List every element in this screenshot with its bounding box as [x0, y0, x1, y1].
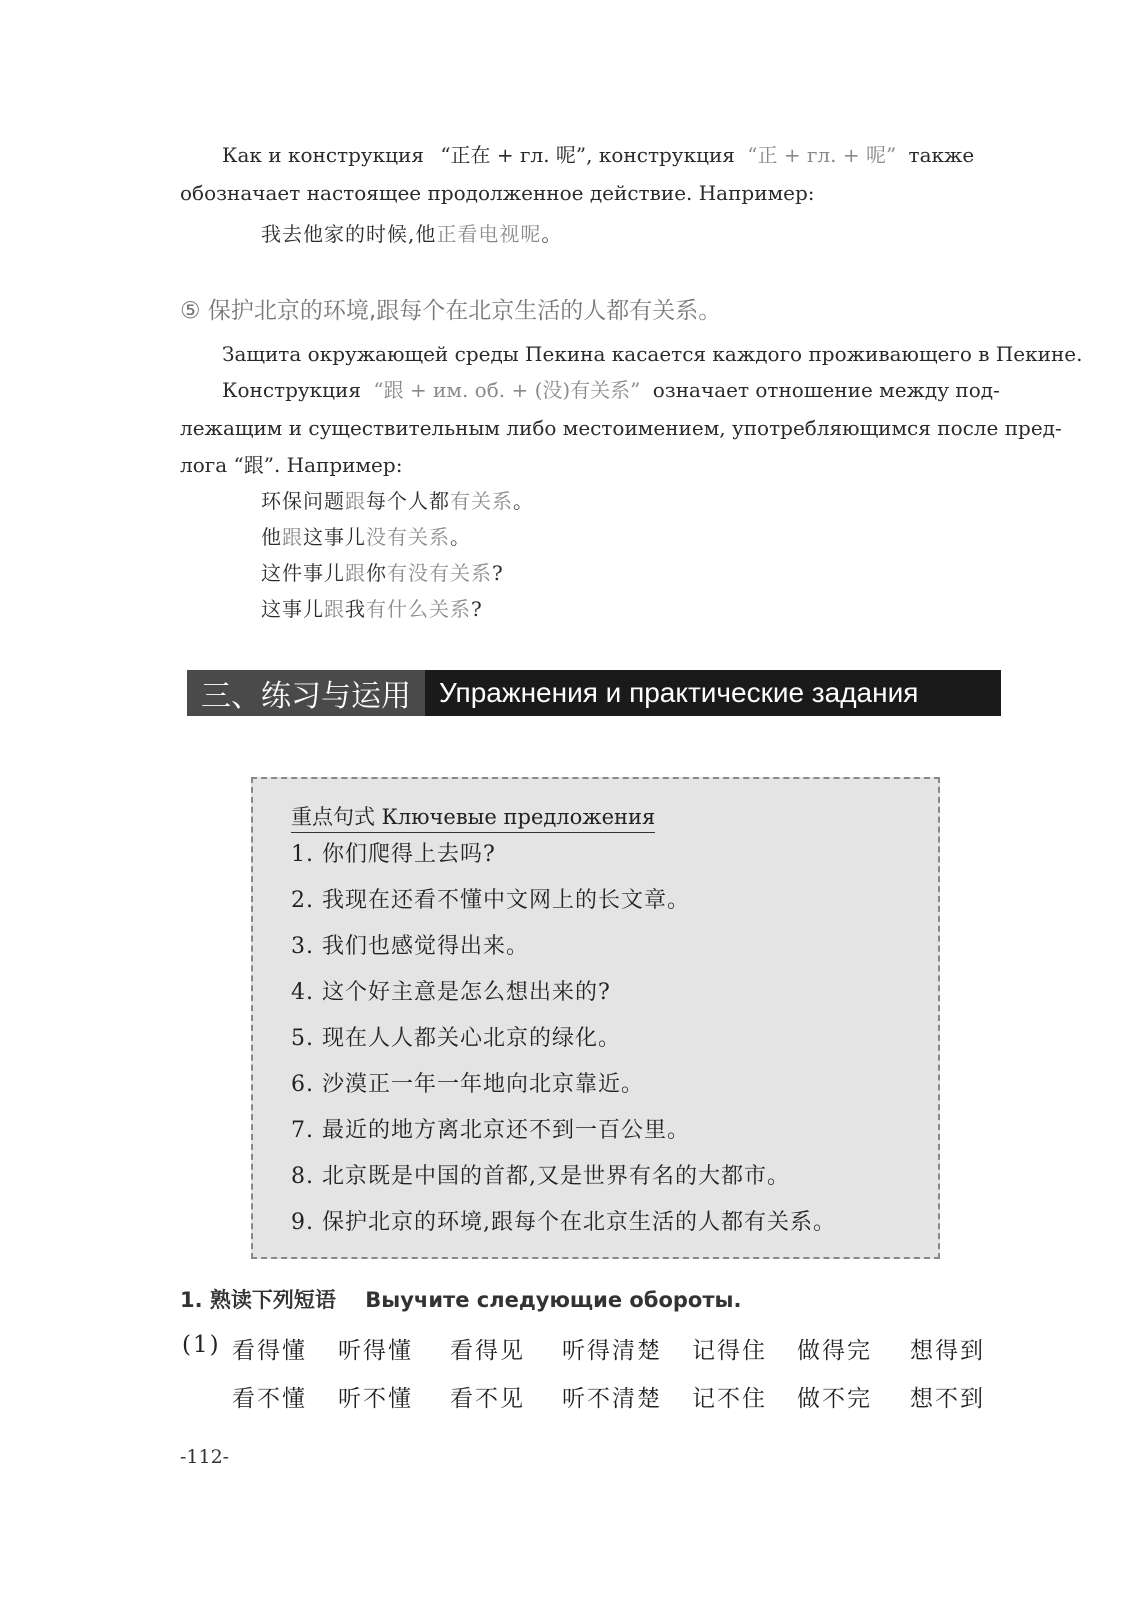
- example-part: 我去他家的时候,他: [261, 222, 437, 246]
- intro-line-2: обозначает настоящее продолженное действие. Например:: [180, 181, 815, 205]
- key-sentence: 4. 这个好主意是怎么想出来的?: [291, 980, 611, 1005]
- example-keyword: 正看电视呢: [436, 222, 542, 246]
- exercise-1-title: [180, 1284, 742, 1314]
- example-keyword: 跟: [345, 561, 366, 585]
- key-sentences-title: 重点句式 Ключевые предложения: [291, 801, 655, 833]
- intro-text: Как и конструкция: [222, 143, 424, 167]
- key-sentence: 9. 保护北京的环境,跟每个在北京生活的人都有关系。: [291, 1210, 836, 1235]
- phrase: 听不清楚: [562, 1386, 662, 1412]
- example-part: 这事儿: [303, 525, 366, 549]
- phrase: 想得到: [910, 1338, 985, 1364]
- example-part: ?: [471, 597, 483, 621]
- intro-construction-2: “正 + гл. + 呢”: [747, 143, 897, 167]
- example-keyword: 跟: [345, 489, 366, 513]
- key-sentence: 3. 我们也感觉得出来。: [291, 934, 529, 959]
- point-5-heading: ⑤ 保护北京的环境,跟每个在北京生活的人都有关系。: [180, 298, 722, 324]
- exercise-1-title-zh: 1. 熟读下列短语: [180, 1288, 336, 1312]
- key-sentence: 7. 最近的地方离北京还不到一百公里。: [291, 1118, 690, 1143]
- explanation-text: означает отношение между под-: [652, 378, 1000, 402]
- example-keyword: 有关系: [450, 489, 513, 513]
- phrase: 看不见: [450, 1386, 525, 1412]
- key-sentence: 1. 你们爬得上去吗?: [291, 842, 496, 867]
- intro-line-1: [222, 136, 1012, 174]
- explanation-text: Конструкция: [222, 378, 361, 402]
- section-header: [187, 670, 1001, 716]
- point-5-explanation-3: лога “跟”. Например:: [180, 453, 403, 477]
- example-part: 每个人都: [366, 489, 450, 513]
- example-part: ?: [492, 561, 504, 585]
- example-part: 你: [366, 561, 387, 585]
- example-keyword: 没有关系: [366, 525, 450, 549]
- key-sentence: 8. 北京既是中国的首都,又是世界有名的大都市。: [291, 1164, 790, 1189]
- phrase: 看不懂: [232, 1386, 307, 1412]
- intro-text: , конструкция: [586, 143, 735, 167]
- section-header-ru: Упражнения и практические задания: [439, 677, 919, 708]
- phrase: 听得清楚: [562, 1338, 662, 1364]
- example-keyword: 跟: [324, 597, 345, 621]
- phrase: 做不完: [797, 1386, 872, 1412]
- intro-construction-1: “正在 + гл. 呢”: [440, 143, 587, 167]
- example-part: 。: [513, 489, 534, 513]
- phrase: 看得懂: [232, 1338, 307, 1364]
- point-5-example-4: [261, 593, 483, 622]
- explanation-construction: “跟 + им. об. + (没)有关系”: [373, 378, 641, 402]
- phrase: 听不懂: [338, 1386, 413, 1412]
- phrase: 想不到: [910, 1386, 985, 1412]
- point-5-example-2: [261, 521, 471, 550]
- key-sentence: 2. 我现在还看不懂中文网上的长文章。: [291, 888, 690, 913]
- key-sentence: 5. 现在人人都关心北京的绿化。: [291, 1026, 621, 1051]
- exercise-1-title-ru: Выучите следующие обороты.: [365, 1288, 742, 1312]
- example-part: 他: [261, 525, 282, 549]
- phrase: 看得见: [450, 1338, 525, 1364]
- point-5-explanation-2: лежащим и существительным либо местоимением, употребляющимся после пред-: [180, 416, 1062, 440]
- page-number: -112-: [180, 1446, 230, 1468]
- example-part: 这件事儿: [261, 561, 345, 585]
- phrase: 记得住: [692, 1338, 767, 1364]
- intro-example: [261, 218, 562, 247]
- point-5-explanation-1: [222, 371, 1012, 409]
- example-part: 环保问题: [261, 489, 345, 513]
- example-part: 这事儿: [261, 597, 324, 621]
- example-keyword: 有什么关系: [366, 597, 471, 621]
- key-sentences-box: [251, 777, 940, 1259]
- example-keyword: 跟: [282, 525, 303, 549]
- point-5-example-1: [261, 485, 534, 514]
- point-5-translation: Защита окружающей среды Пекина касается каждого проживающего в Пекине.: [222, 342, 1083, 366]
- intro-text: также: [908, 143, 975, 167]
- phrase: 听得懂: [338, 1338, 413, 1364]
- example-keyword: 有没有关系: [387, 561, 492, 585]
- example-part: 。: [541, 222, 563, 246]
- phrase: 做得完: [797, 1338, 872, 1364]
- key-sentence: 6. 沙漠正一年一年地向北京靠近。: [291, 1072, 644, 1097]
- example-part: 我: [345, 597, 366, 621]
- example-part: 。: [450, 525, 471, 549]
- exercise-1-label: (1): [182, 1332, 221, 1358]
- point-5-example-3: [261, 557, 504, 586]
- phrase: 记不住: [692, 1386, 767, 1412]
- section-header-zh: 三、练习与运用: [187, 670, 425, 716]
